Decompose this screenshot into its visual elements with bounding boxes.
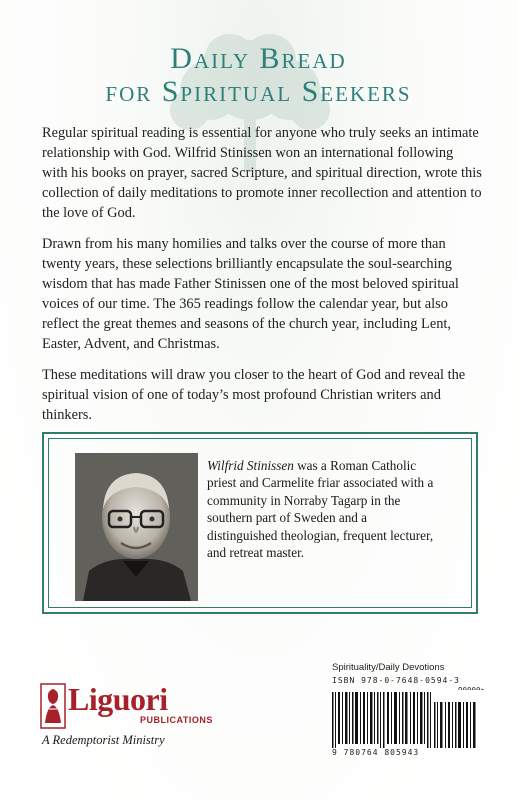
author-portrait-icon <box>75 453 198 601</box>
barcode-icon <box>330 690 490 748</box>
author-bio-text: was a Roman Catholic priest and Carmelite friar associated with a community in Norraby Tagarp in the southern part of Sweden and a distinguished theologian, frequent lecturer, and retreat master. <box>207 458 434 561</box>
isbn-text: ISBN 978-0-7648-0594-3 <box>332 676 460 685</box>
publisher-name: Liguori <box>68 681 168 717</box>
barcode-block <box>320 662 490 762</box>
author-name: Wilfrid Stinissen <box>207 458 294 473</box>
saint-figure-icon <box>40 683 66 729</box>
description-paragraph-1: Regular spiritual reading is essential for anyone who truly seeks an intimate relationship with God. Wilfrid Stinissen won an international following with his books on prayer, sacred Scripture, and spiritual direction, wrote this collection of daily meditations to promote inner recollection and attention to the love of God. <box>42 125 482 221</box>
bio-inner-frame <box>48 438 472 608</box>
description <box>42 123 482 436</box>
description-paragraph-3: These meditations will draw you closer to the heart of God and reveal the spiritual vision of one of today’s most profound Christian writers and thinkers. <box>42 367 466 423</box>
book-title <box>0 42 517 108</box>
barcode-digits: 9 780764 805943 <box>332 748 420 757</box>
title-line-1: Daily Bread <box>170 42 347 75</box>
book-category: Spirituality/Daily Devotions <box>332 662 445 673</box>
publisher-subtitle: PUBLICATIONS <box>140 715 213 725</box>
publisher-logo <box>40 683 220 753</box>
title-line-2: for Spiritual Seekers <box>105 75 412 108</box>
description-paragraph-2: Drawn from his many homilies and talks over the course of more than twenty years, these selections brilliantly encapsulate the soul-searching wisdom that has made Father Stinissen one of the most beloved spiritual voices of our time. The 365 readings follow the calendar year, but also reflect the great themes and seasons of the church year, including Lent, Easter, Advent, and Christmas. <box>42 236 459 352</box>
author-bio-box <box>42 432 478 614</box>
publisher-tagline: A Redemptorist Ministry <box>42 733 165 747</box>
price-addon: 90000> <box>458 686 486 695</box>
author-bio <box>207 457 437 561</box>
author-photo <box>75 453 198 601</box>
